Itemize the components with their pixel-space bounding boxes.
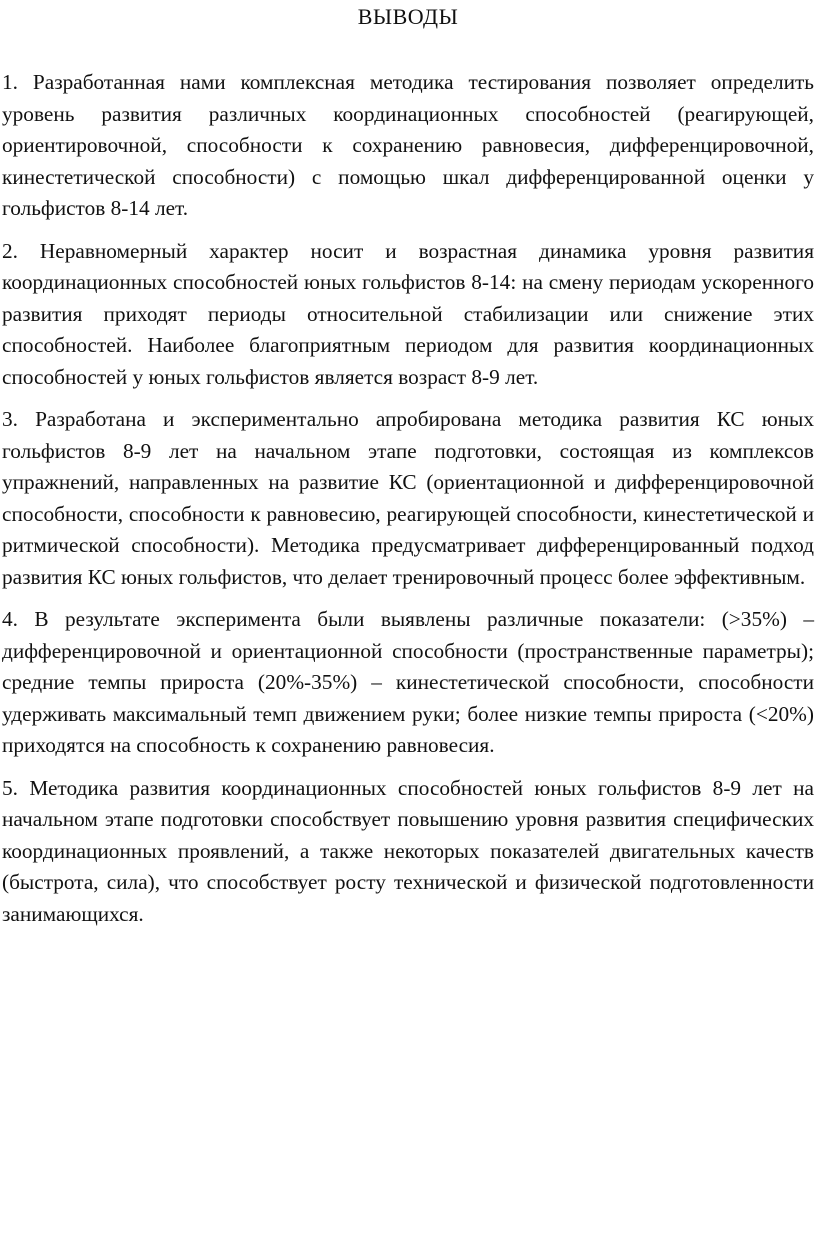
- conclusion-paragraph-3: 3. Разработана и экспериментально апробирована методика развития КС юных гольфистов 8-9 лет на начальном этапе подготовки, состоящая из комплексов упражнений, направленных на развитие КС (ориентационной и дифференцировочной способности, способности к равновесию, реагирующей способности, кинестетической и ритмической способности). Методика предусматривает дифференцированный подход развития КС юных гольфистов, что делает тренировочный процесс более эффективным.: [2, 407, 814, 589]
- conclusion-paragraph-2: 2. Неравномерный характер носит и возрастная динамика уровня развития координационных способностей юных гольфистов 8-14: на смену периодам ускоренного развития приходят периоды относительной стабилизации или снижение этих способностей. Наиболее благоприятным периодом для развития координационных способностей у юных гольфистов является возраст 8-9 лет.: [2, 238, 814, 389]
- conclusion-paragraph-1: 1. Разработанная нами комплексная методика тестирования позволяет определить уровень развития различных координационных способностей (реагирующей, ориентировочной, способности к сохранению равновесия, дифференцировочной, кинестетической способности) с помощью шкал дифференцированной оценки у гольфистов 8-14 лет.: [2, 70, 814, 220]
- document-body: [2, 67, 814, 941]
- conclusion-paragraph-4: 4. В результате эксперимента были выявлены различные показатели: (>35%) – дифференцировочной и ориентационной способности (пространственные параметры); средние темпы прироста (20%-35%) – кинестетической способности, способности удерживать максимальный темп движением руки; более низкие темпы прироста (<20%) приходятся на способность к сохранению равновесия.: [2, 607, 814, 757]
- conclusion-paragraph-5: 5. Методика развития координационных способностей юных гольфистов 8-9 лет на начальном этапе подготовки способствует повышению уровня развития специфических координационных проявлений, а также некоторых показателей двигательных качеств (быстрота, сила), что способствует росту технической и физической подготовленности занимающихся.: [2, 775, 814, 926]
- page-title: ВЫВОДЫ: [357, 4, 459, 29]
